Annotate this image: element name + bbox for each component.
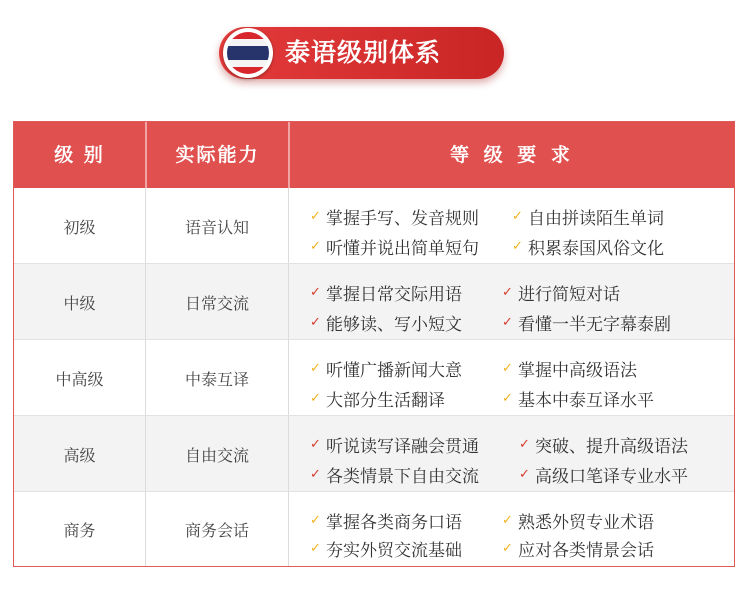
- check-icon: ✓: [310, 209, 321, 224]
- requirement-item: [310, 280, 462, 305]
- check-icon: ✓: [310, 361, 321, 376]
- requirement-text: 听懂并说出简单短句: [326, 239, 479, 259]
- check-icon: ✓: [519, 437, 530, 452]
- table-row: [14, 416, 734, 492]
- requirement-text: 听说读写译融会贯通: [326, 437, 479, 457]
- table-header: [14, 122, 734, 188]
- requirement-item: [310, 386, 445, 411]
- requirement-item: [502, 386, 654, 411]
- table-row: [14, 340, 734, 416]
- requirement-item: [519, 462, 688, 487]
- requirement-text: 自由拼读陌生单词: [528, 209, 664, 229]
- thailand-flag-icon: [223, 28, 273, 78]
- requirement-text: 听懂广播新闻大意: [326, 361, 462, 381]
- requirement-text: 应对各类情景会话: [518, 541, 654, 561]
- check-icon: ✓: [502, 541, 513, 556]
- title-banner: [219, 27, 504, 79]
- table-row: [14, 492, 734, 566]
- check-icon: ✓: [310, 513, 321, 528]
- check-icon: ✓: [310, 437, 321, 452]
- requirement-item: [502, 508, 654, 533]
- check-icon: ✓: [502, 285, 513, 300]
- ability-cell: 中泰互译: [184, 369, 249, 389]
- requirement-text: 进行简短对话: [518, 285, 620, 305]
- ability-cell: 商务会话: [184, 520, 249, 540]
- requirement-text: 能够读、写小短文: [326, 315, 462, 335]
- level-cell: 高级: [63, 445, 96, 465]
- check-icon: ✓: [512, 209, 523, 224]
- level-cell: 中高级: [55, 369, 104, 389]
- page-title: 泰语级别体系: [285, 38, 442, 67]
- check-icon: ✓: [310, 315, 321, 330]
- header-level: 级 别: [54, 144, 105, 166]
- level-table: [13, 121, 735, 567]
- ability-cell: 自由交流: [184, 445, 249, 465]
- check-icon: ✓: [502, 391, 513, 406]
- requirement-text: 突破、提升高级语法: [535, 437, 688, 457]
- requirement-item: [310, 432, 479, 457]
- check-icon: ✓: [310, 541, 321, 556]
- requirement-text: 基本中泰互译水平: [518, 391, 654, 411]
- requirement-item: [502, 536, 654, 561]
- requirement-item: [502, 310, 671, 335]
- requirement-item: [310, 234, 479, 259]
- check-icon: ✓: [310, 467, 321, 482]
- requirement-text: 掌握日常交际用语: [326, 285, 462, 305]
- level-cell: 商务: [63, 520, 96, 540]
- check-icon: ✓: [502, 361, 513, 376]
- requirement-text: 高级口笔译专业水平: [535, 467, 688, 487]
- check-icon: ✓: [502, 513, 513, 528]
- requirement-item: [310, 536, 462, 561]
- header-ability: 实际能力: [175, 144, 260, 166]
- requirement-item: [512, 234, 664, 259]
- requirement-item: [310, 310, 462, 335]
- check-icon: ✓: [310, 239, 321, 254]
- requirement-text: 看懂一半无字幕泰剧: [518, 315, 671, 335]
- check-icon: ✓: [310, 391, 321, 406]
- requirement-text: 熟悉外贸专业术语: [518, 513, 654, 533]
- table-row: [14, 264, 734, 340]
- requirement-item: [310, 508, 462, 533]
- requirement-text: 掌握手写、发音规则: [326, 209, 479, 229]
- check-icon: ✓: [519, 467, 530, 482]
- requirement-text: 大部分生活翻译: [326, 391, 445, 411]
- requirement-text: 夯实外贸交流基础: [326, 541, 462, 561]
- ability-cell: 语音认知: [184, 217, 249, 237]
- header-requirements: 等 级 要 求: [450, 144, 574, 166]
- level-cell: 中级: [63, 293, 96, 313]
- check-icon: ✓: [502, 315, 513, 330]
- table-row: [14, 188, 734, 264]
- requirement-text: 掌握中高级语法: [518, 361, 637, 381]
- check-icon: ✓: [310, 285, 321, 300]
- requirement-text: 积累泰国风俗文化: [528, 239, 664, 259]
- requirement-text: 各类情景下自由交流: [326, 467, 479, 487]
- requirement-item: [519, 432, 688, 457]
- requirement-text: 掌握各类商务口语: [326, 513, 462, 533]
- requirement-item: [502, 280, 620, 305]
- requirement-item: [512, 204, 664, 229]
- requirement-item: [310, 356, 462, 381]
- check-icon: ✓: [512, 239, 523, 254]
- requirement-item: [310, 462, 479, 487]
- level-cell: 初级: [63, 217, 96, 237]
- requirement-item: [502, 356, 637, 381]
- requirement-item: [310, 204, 479, 229]
- ability-cell: 日常交流: [184, 293, 249, 313]
